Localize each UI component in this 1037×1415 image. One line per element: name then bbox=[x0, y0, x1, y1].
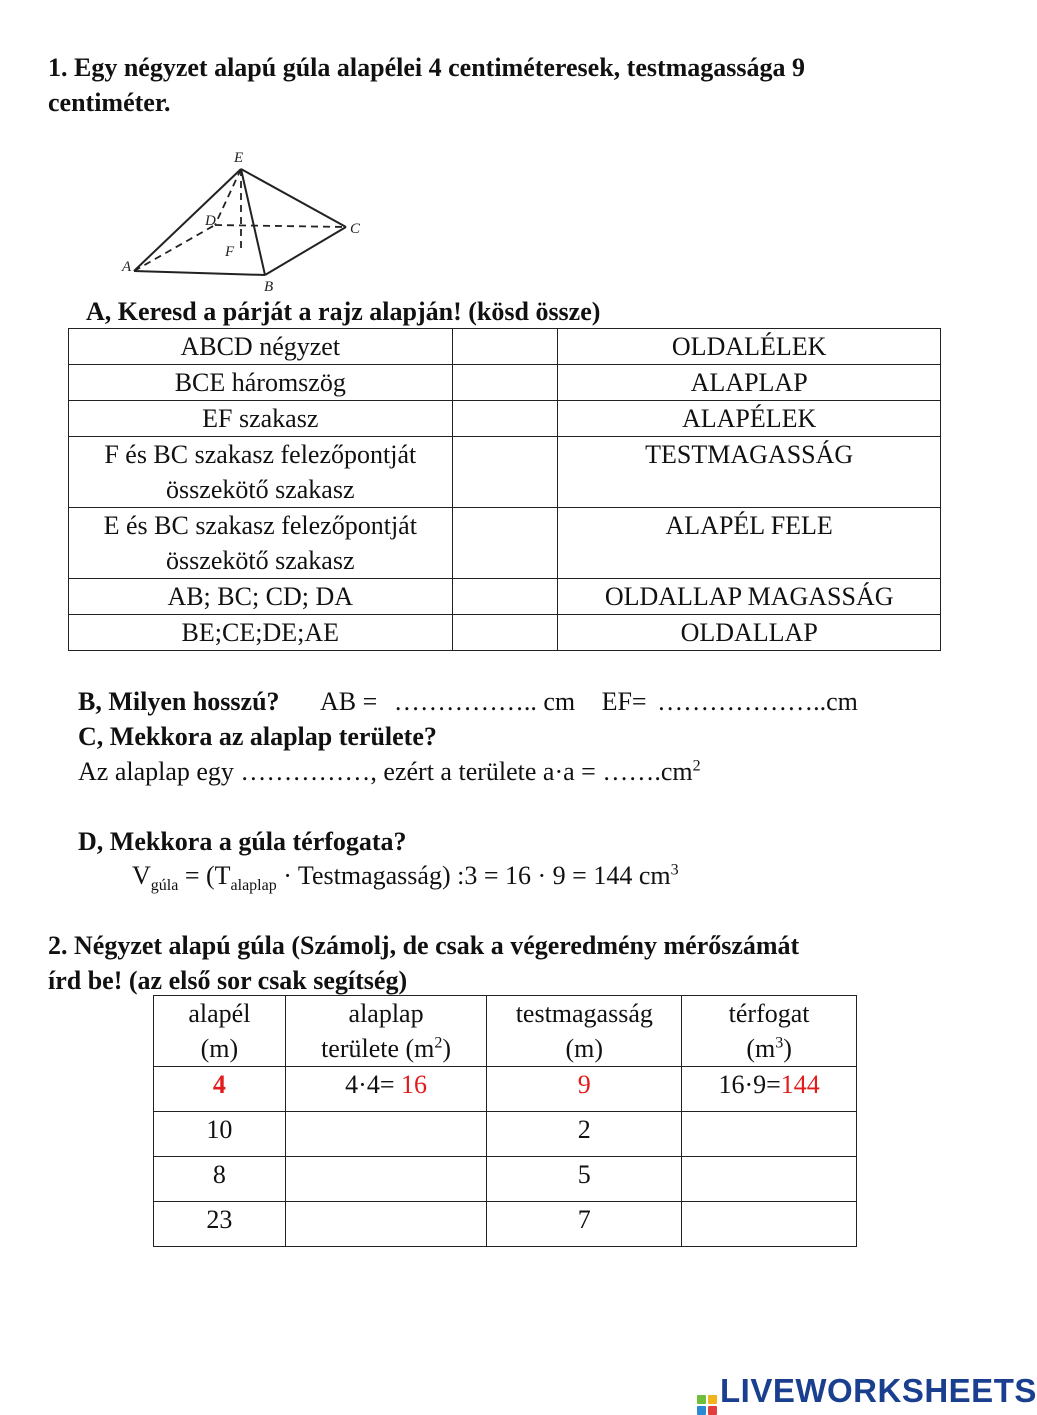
table-row bbox=[69, 508, 941, 579]
edge-ec bbox=[241, 169, 346, 227]
label-f: F bbox=[225, 244, 235, 260]
table-row bbox=[69, 615, 941, 651]
volume-answer-field[interactable] bbox=[682, 1157, 857, 1202]
area-answer-field[interactable] bbox=[285, 1157, 487, 1202]
volume-answer-field[interactable] bbox=[682, 1202, 857, 1247]
right-cell[interactable]: ALAPÉLEK bbox=[558, 401, 941, 437]
label-a: A bbox=[122, 259, 132, 275]
link-cell[interactable] bbox=[452, 437, 558, 508]
partC-sup: 2 bbox=[692, 757, 701, 775]
right-cell[interactable]: OLDALÉLEK bbox=[558, 329, 941, 365]
link-cell[interactable] bbox=[452, 401, 558, 437]
task1-title-line2: centiméter. bbox=[48, 88, 171, 117]
task2-title bbox=[48, 928, 968, 998]
task1-title-line1: 1. Egy négyzet alapú gúla alapélei 4 centiméteresek, testmagassága 9 bbox=[48, 53, 806, 82]
link-cell[interactable] bbox=[452, 329, 558, 365]
liveworksheets-logo[interactable] bbox=[697, 1372, 1037, 1415]
edge-cell: 10 bbox=[154, 1112, 286, 1157]
edge-cell: 23 bbox=[154, 1202, 286, 1247]
example-height: 9 bbox=[487, 1067, 682, 1112]
table-row bbox=[69, 401, 941, 437]
height-cell: 5 bbox=[487, 1157, 682, 1202]
edge-bc bbox=[265, 227, 346, 275]
example-area: 4·4= 16 bbox=[285, 1067, 487, 1112]
left-cell[interactable]: EF szakasz bbox=[69, 401, 453, 437]
height-cell: 7 bbox=[487, 1202, 682, 1247]
logo-grid-icon bbox=[697, 1395, 717, 1415]
right-cell[interactable]: OLDALLAP bbox=[558, 615, 941, 651]
edge-eb bbox=[241, 169, 265, 275]
left-cell[interactable]: BE;CE;DE;AE bbox=[69, 615, 453, 651]
logo-text: LIVEWORKSHEETS bbox=[720, 1372, 1037, 1409]
ab-answer-field[interactable]: …………….. cm bbox=[393, 687, 576, 716]
link-cell[interactable] bbox=[452, 508, 558, 579]
matching-table bbox=[68, 328, 941, 651]
table-row bbox=[154, 1202, 857, 1247]
formula-v: V bbox=[132, 861, 151, 890]
label-b: B bbox=[264, 279, 274, 295]
task2-title-line2: írd be! (az első sor csak segítség) bbox=[48, 966, 408, 995]
pyramid-figure bbox=[115, 145, 375, 295]
link-cell[interactable] bbox=[452, 615, 558, 651]
formula-eq2: · Testmagasság) :3 = 16 · 9 = 144 cm bbox=[276, 861, 671, 890]
formula-sup: 3 bbox=[670, 861, 679, 879]
link-cell[interactable] bbox=[452, 579, 558, 615]
task1-title bbox=[48, 50, 968, 120]
partB-line bbox=[78, 684, 858, 719]
volume-answer-field[interactable] bbox=[682, 1112, 857, 1157]
link-cell[interactable] bbox=[452, 365, 558, 401]
edge-ab bbox=[134, 271, 265, 275]
right-cell[interactable]: ALAPÉL FELE bbox=[558, 508, 941, 579]
partD-formula bbox=[132, 858, 679, 893]
label-e: E bbox=[234, 150, 244, 166]
edge-cell: 8 bbox=[154, 1157, 286, 1202]
table-row bbox=[69, 329, 941, 365]
left-cell[interactable]: ABCD négyzet bbox=[69, 329, 453, 365]
task2-title-line1: 2. Négyzet alapú gúla (Számolj, de csak a végeredmény mérőszámát bbox=[48, 931, 800, 960]
left-cell[interactable]: BCE háromszög bbox=[69, 365, 453, 401]
table-row bbox=[69, 365, 941, 401]
edge-dc-hidden bbox=[215, 225, 346, 227]
header-row bbox=[154, 996, 857, 1067]
example-volume: 16·9=144 bbox=[682, 1067, 857, 1112]
volume-table bbox=[153, 995, 857, 1247]
header-cell-height: testmagasság (m) bbox=[487, 996, 682, 1067]
table-row bbox=[154, 1112, 857, 1157]
example-edge: 4 bbox=[154, 1067, 286, 1112]
partD-heading: D, Mekkora a gúla térfogata? bbox=[78, 827, 407, 856]
left-cell[interactable]: AB; BC; CD; DA bbox=[69, 579, 453, 615]
right-cell[interactable]: OLDALLAP MAGASSÁG bbox=[558, 579, 941, 615]
header-cell-volume: térfogat $(m^3)$ bbox=[682, 996, 857, 1067]
formula-v-sub: gúla bbox=[150, 877, 179, 895]
table-row bbox=[69, 437, 941, 508]
right-cell[interactable]: TESTMAGASSÁG bbox=[558, 437, 941, 508]
partC-text[interactable] bbox=[78, 754, 701, 789]
formula-eq1: = (T bbox=[178, 861, 231, 890]
partC-heading: C, Mekkora az alaplap területe? bbox=[78, 722, 437, 751]
header-cell-edge: alapél (m) bbox=[154, 996, 286, 1067]
edge-ed-hidden bbox=[215, 169, 241, 225]
ef-answer-field[interactable]: ………………..cm bbox=[657, 687, 858, 716]
example-row bbox=[154, 1067, 857, 1112]
label-c: C bbox=[350, 221, 361, 237]
partC-sentence: Az alaplap egy ……………, ezért a területe a·a = …….cm bbox=[78, 757, 693, 786]
header-cell-area: alaplap területe $(m^2)$ bbox=[285, 996, 487, 1067]
partA-heading: A, Keresd a párját a rajz alapján! (kösd össze) bbox=[86, 297, 601, 326]
table-row bbox=[69, 579, 941, 615]
partB-label: B, Milyen hosszú? bbox=[78, 687, 280, 716]
area-answer-field[interactable] bbox=[285, 1112, 487, 1157]
right-cell[interactable]: ALAPLAP bbox=[558, 365, 941, 401]
label-d: D bbox=[205, 213, 216, 229]
left-cell[interactable]: F és BC szakasz felezőpontját összekötő szakasz bbox=[69, 437, 453, 508]
formula-t-sub: alaplap bbox=[230, 877, 277, 895]
ab-label: AB = bbox=[320, 687, 378, 716]
height-cell: 2 bbox=[487, 1112, 682, 1157]
table-row bbox=[154, 1157, 857, 1202]
left-cell[interactable]: E és BC szakasz felezőpontját összekötő szakasz bbox=[69, 508, 453, 579]
area-answer-field[interactable] bbox=[285, 1202, 487, 1247]
ef-label: EF= bbox=[601, 687, 647, 716]
